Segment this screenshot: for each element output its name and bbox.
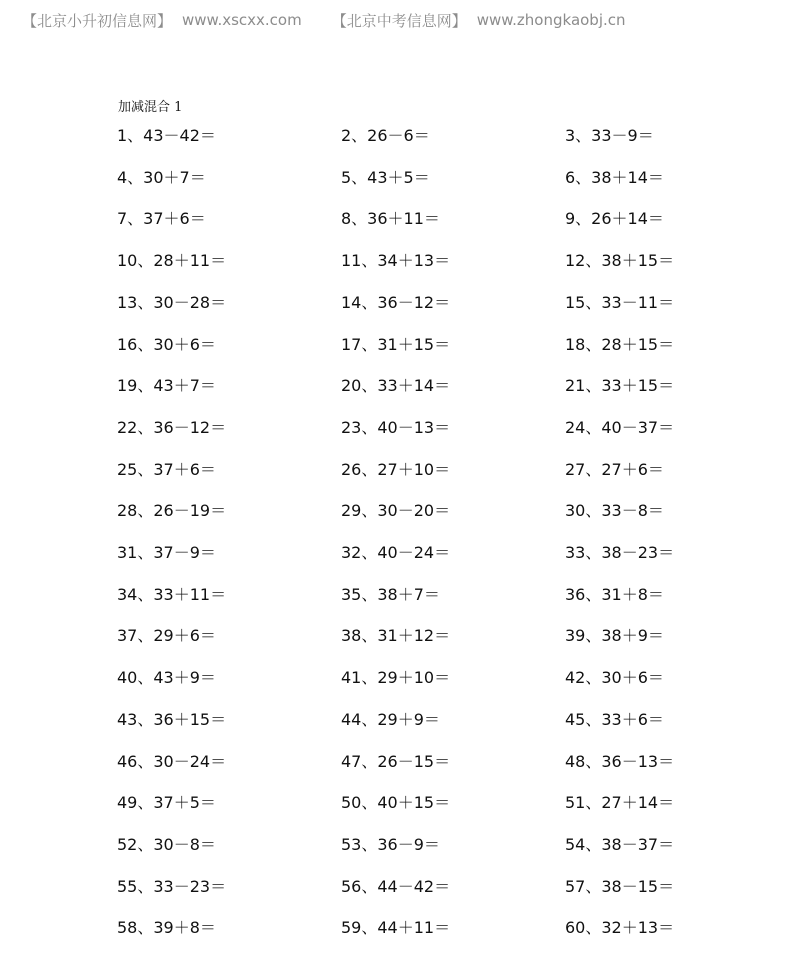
site1-url[interactable]: www.xscxx.com	[182, 11, 302, 29]
problem-item: 13、30－28＝	[117, 292, 227, 312]
problem-item: 54、38－37＝	[565, 834, 675, 854]
problem-item: 3、33－9＝	[565, 126, 654, 145]
problem-item: 10、28＋11＝	[117, 251, 227, 271]
site2-url[interactable]: www.zhongkaobj.cn	[476, 11, 626, 29]
problem-item: 9、26＋14＝	[565, 209, 664, 229]
problem-item: 26、27＋10＝	[341, 459, 451, 479]
problem-item: 16、30＋6＝	[117, 334, 216, 354]
problem-item: 51、27＋14＝	[565, 793, 675, 813]
site1-name: 【北京小升初信息网】	[22, 11, 173, 30]
problem-item: 21、33＋15＝	[565, 376, 675, 396]
problem-item: 19、43＋7＝	[117, 376, 216, 396]
problem-item: 12、38＋15＝	[565, 251, 675, 271]
problem-item: 17、31＋15＝	[341, 334, 451, 354]
problem-item: 20、33＋14＝	[341, 376, 451, 396]
problem-item: 8、36＋11＝	[341, 209, 440, 229]
problem-item: 27、27＋6＝	[565, 459, 664, 479]
problem-item: 15、33－11＝	[565, 292, 675, 312]
problem-item: 43、36＋15＝	[117, 709, 227, 729]
problem-item: 57、38－15＝	[565, 876, 675, 896]
problem-item: 39、38＋9＝	[565, 626, 664, 646]
problem-item: 32、40－24＝	[341, 543, 451, 562]
problem-item: 22、36－12＝	[117, 417, 227, 437]
problem-item: 35、38＋7＝	[341, 584, 440, 604]
problem-item: 42、30＋6＝	[565, 668, 664, 688]
problem-item: 34、33＋11＝	[117, 584, 227, 604]
problem-item: 38、31＋12＝	[341, 626, 451, 646]
problem-item: 28、26－19＝	[117, 501, 227, 521]
problem-item: 5、43＋5＝	[341, 167, 430, 187]
problem-item: 11、34＋13＝	[341, 251, 451, 271]
problem-item: 46、30－24＝	[117, 751, 227, 771]
problem-item: 29、30－20＝	[341, 501, 451, 521]
problem-item: 40、43＋9＝	[117, 668, 216, 688]
problem-item: 4、30＋7＝	[117, 167, 206, 187]
problem-item: 50、40＋15＝	[341, 793, 451, 813]
problem-item: 48、36－13＝	[565, 751, 675, 771]
problem-item: 52、30－8＝	[117, 834, 216, 854]
problem-item: 47、26－15＝	[341, 751, 451, 771]
problem-item: 45、33＋6＝	[565, 709, 664, 729]
problem-item: 23、40－13＝	[341, 417, 451, 437]
problem-item: 2、26－6＝	[341, 126, 430, 145]
problem-item: 56、44－42＝	[341, 876, 451, 896]
problem-item: 24、40－37＝	[565, 417, 675, 437]
problem-item: 25、37＋6＝	[117, 459, 216, 479]
problem-item: 6、38＋14＝	[565, 167, 664, 187]
problem-item: 37、29＋6＝	[117, 626, 216, 646]
problem-item: 41、29＋10＝	[341, 668, 451, 688]
problem-item: 31、37－9＝	[117, 543, 216, 562]
site2-name: 【北京中考信息网】	[331, 11, 467, 30]
problem-item: 18、28＋15＝	[565, 334, 675, 354]
problem-item: 53、36－9＝	[341, 834, 440, 854]
problem-item: 30、33－8＝	[565, 501, 664, 521]
problem-item: 59、44＋11＝	[341, 918, 451, 938]
problem-item: 55、33－23＝	[117, 876, 227, 896]
problem-item: 1、43－42＝	[117, 126, 216, 145]
problem-item: 60、32＋13＝	[565, 918, 675, 938]
problem-item: 33、38－23＝	[565, 543, 675, 562]
problem-item: 14、36－12＝	[341, 292, 451, 312]
problem-item: 58、39＋8＝	[117, 918, 216, 938]
problem-item: 49、37＋5＝	[117, 793, 216, 813]
worksheet-title: 加减混合 1	[118, 100, 183, 115]
problem-item: 44、29＋9＝	[341, 709, 440, 729]
problem-item: 7、37＋6＝	[117, 209, 206, 229]
problem-item: 36、31＋8＝	[565, 584, 664, 604]
